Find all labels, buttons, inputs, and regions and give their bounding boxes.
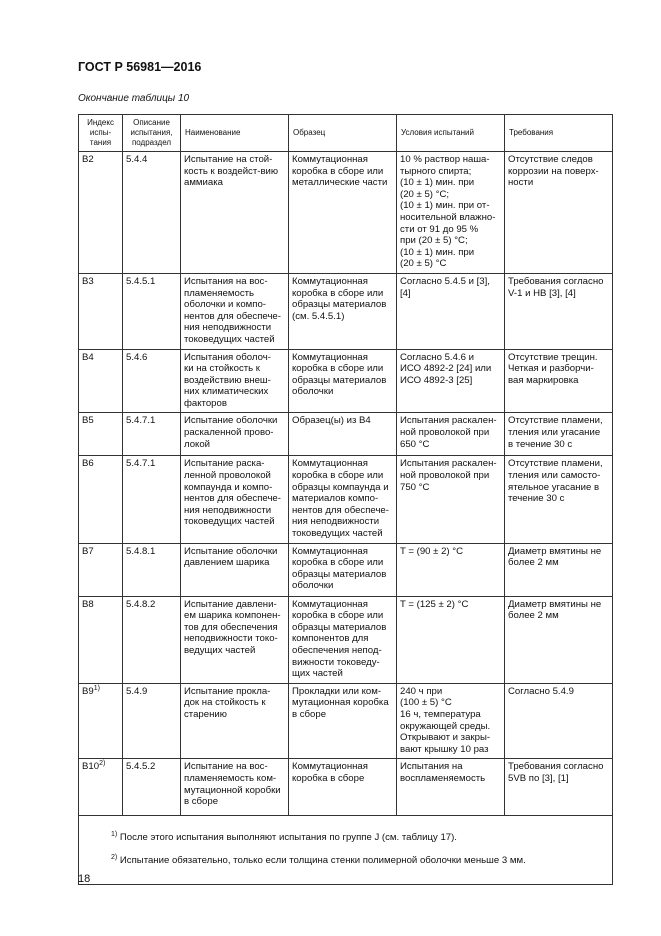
cell-requirements: Диаметр вмятины не более 2 мм xyxy=(505,596,613,683)
column-header-index: Индекс испы-тания xyxy=(79,115,123,152)
table-row xyxy=(79,759,613,816)
cell-sample: Коммутационная коробка в сборе или металлические части xyxy=(289,152,397,274)
cell-index: B4 xyxy=(79,349,123,413)
cell-section: 5.4.4 xyxy=(123,152,181,274)
cell-name: Испытание давлени- ем шарика компонен- тов для обеспечения неподвижности токо- ведущих частей xyxy=(181,596,289,683)
table-notes-row xyxy=(79,816,613,885)
cell-name: Испытание прокла- док на стойкость к старению xyxy=(181,683,289,759)
cell-requirements: Отсутствие пламени, тления или самосто- ятельное угасание в течение 30 с xyxy=(505,456,613,543)
cell-requirements: Отсутствие трещин. Четкая и разборчи- вая маркировка xyxy=(505,349,613,413)
cell-index: B2 xyxy=(79,152,123,274)
cell-sample: Коммутационная коробка в сборе xyxy=(289,759,397,816)
cell-requirements: Согласно 5.4.9 xyxy=(505,683,613,759)
cell-requirements: Требования согласно V-1 и НВ [3], [4] xyxy=(505,273,613,349)
cell-requirements: Отсутствие пламени, тления или угасание в течение 30 с xyxy=(505,413,613,456)
footnote-2: $^{2)}$ Испытание обязательно, только если толщина стенки полимерной оболочки меньше 3 мм. xyxy=(111,853,526,867)
page-number: 18 xyxy=(78,873,91,885)
cell-index: B3 xyxy=(79,273,123,349)
footnote-1: $^{1)}$ После этого испытания выполняют испытания по группе J (см. таблицу 17). xyxy=(111,830,457,843)
cell-name: Испытания на вос- пламеняемость оболочки и компо- нентов для обеспече- ния неподвижности токоведущих частей xyxy=(181,273,289,349)
cell-index: B10$^{2)}$ xyxy=(79,759,123,816)
column-header-sample: Образец xyxy=(289,115,397,152)
column-header-name: Наименование xyxy=(181,115,289,152)
cell-index: B5 xyxy=(79,413,123,456)
cell-index: B7 xyxy=(79,543,123,596)
cell-sample: Коммутационная коробка в сборе или образцы материалов оболочки xyxy=(289,349,397,413)
cell-requirements: Требования согласно 5VB по [3], [1] xyxy=(505,759,613,816)
table-row xyxy=(79,152,613,274)
cell-name: Испытание на стой- кость к воздейст-вию аммиака xyxy=(181,152,289,274)
cell-section: 5.4.8.2 xyxy=(123,596,181,683)
table-row xyxy=(79,413,613,456)
column-header-requirements: Требования xyxy=(505,115,613,152)
cell-conditions: 10 % раствор наша- тырного спирта; (10 ± 1) мин. при (20 ± 5) °С; (10 ± 1) мин. при от- носительной влажно- сти от 91 до 95 % при (20 ± 5) °С; (10 ± 1) мин. при (20 ± 5) °С xyxy=(397,152,505,274)
cell-conditions: 240 ч при (100 ± 5) °С 16 ч, температура окружающей среды. Открывают и закры- вают крышку 10 раз xyxy=(397,683,505,759)
cell-conditions: Испытания раскален- ной проволокой при 650 °С xyxy=(397,413,505,456)
cell-section: 5.4.5.1 xyxy=(123,273,181,349)
table-caption: Окончание таблицы 10 xyxy=(78,93,190,104)
cell-index: B6 xyxy=(79,456,123,543)
table-header-row xyxy=(79,115,613,152)
cell-section: 5.4.6 xyxy=(123,349,181,413)
table-row xyxy=(79,273,613,349)
table-notes xyxy=(79,816,613,885)
cell-sample: Коммутационная коробка в сборе или образцы компаунда и материалов компо- нентов для обеспече- ния неподвижности токоведущих частей xyxy=(289,456,397,543)
cell-sample: Образец(ы) из В4 xyxy=(289,413,397,456)
cell-requirements: Диаметр вмятины не более 2 мм xyxy=(505,543,613,596)
table-row xyxy=(79,543,613,596)
cell-conditions: T = (90 ± 2) °С xyxy=(397,543,505,596)
table-row xyxy=(79,596,613,683)
cell-name: Испытания оболоч- ки на стойкость к воздействию внеш- них климатических факторов xyxy=(181,349,289,413)
table-row xyxy=(79,349,613,413)
cell-conditions: T = (125 ± 2) °С xyxy=(397,596,505,683)
cell-conditions: Согласно 5.4.6 и ИСО 4892-2 [24] или ИСО 4892-3 [25] xyxy=(397,349,505,413)
cell-index: B8 xyxy=(79,596,123,683)
cell-name: Испытание оболочки раскаленной прово- локой xyxy=(181,413,289,456)
cell-sample: Коммутационная коробка в сборе или образцы материалов компонентов для обеспечения непод- вижности токоведу- щих частей xyxy=(289,596,397,683)
cell-section: 5.4.8.1 xyxy=(123,543,181,596)
cell-sample: Прокладки или ком- мутационная коробка в сборе xyxy=(289,683,397,759)
cell-conditions: Испытания раскален- ной проволокой при 750 °С xyxy=(397,456,505,543)
cell-section: 5.4.7.1 xyxy=(123,413,181,456)
document-code: ГОСТ Р 56981—2016 xyxy=(78,60,202,74)
column-header-section: Описание испытания, подраздел xyxy=(123,115,181,152)
cell-conditions: Согласно 5.4.5 и [3], [4] xyxy=(397,273,505,349)
cell-section: 5.4.7.1 xyxy=(123,456,181,543)
cell-conditions: Испытания на воспламеняемость xyxy=(397,759,505,816)
test-table xyxy=(78,114,613,885)
cell-section: 5.4.5.2 xyxy=(123,759,181,816)
table-row xyxy=(79,683,613,759)
cell-sample: Коммутационная коробка в сборе или образцы материалов (см. 5.4.5.1) xyxy=(289,273,397,349)
column-header-conditions: Условия испытаний xyxy=(397,115,505,152)
cell-section: 5.4.9 xyxy=(123,683,181,759)
cell-requirements: Отсутствие следов коррозии на поверх- ности xyxy=(505,152,613,274)
cell-name: Испытание раска- ленной проволокой компаунда и компо- нентов для обеспече- ния неподвижности токоведущих частей xyxy=(181,456,289,543)
cell-index: B9$^{1)}$ xyxy=(79,683,123,759)
cell-name: Испытание оболочки давлением шарика xyxy=(181,543,289,596)
cell-sample: Коммутационная коробка в сборе или образцы материалов оболочки xyxy=(289,543,397,596)
cell-name: Испытание на вос- пламеняемость ком- мутационной коробки в сборе xyxy=(181,759,289,816)
table-row xyxy=(79,456,613,543)
